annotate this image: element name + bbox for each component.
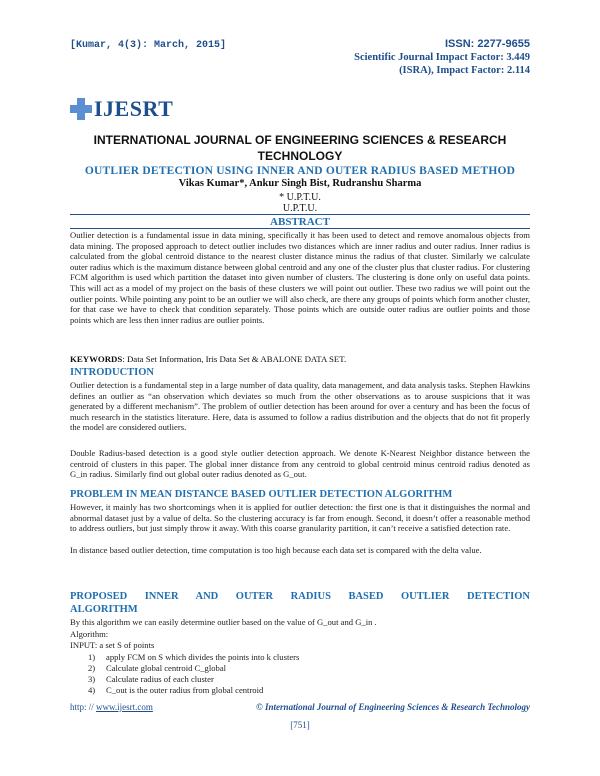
proposed-heading — [70, 591, 530, 602]
journal-name-line1: INTERNATIONAL JOURNAL OF ENGINEERING SCIENCES & RESEARCH — [93, 133, 507, 147]
step-text: Calculate radius of each cluster — [106, 674, 214, 684]
impact-factor-sjif: Scientific Journal Impact Factor: 3.449 — [354, 52, 530, 63]
affiliation-1: * U.P.T.U. — [279, 192, 321, 203]
introduction-para-1: Outlier detection is a fundamental step in a large number of data quality, data management, and data analysis tasks. Stephen Hawkins defines an outlier as “an observation which deviates so much from the other observations as to arouse suspicions that it was generated by a different mechanism”. The problem of outlier detection has been around for over a century and has been the focus of much research in the statistics literature. Here, data is assumed to follow a radius distribution and the objects that do not fit properly the model are considered outliers. — [70, 380, 530, 433]
plus-icon — [70, 98, 92, 120]
algorithm-step — [88, 663, 226, 674]
problem-heading: PROBLEM IN MEAN DISTANCE BASED OUTLIER DETECTION ALGORITHM — [70, 489, 453, 500]
problem-para-2: In distance based outlier detection, time computation is too high because each data set is compared with the delta value. — [70, 545, 482, 555]
introduction-para-2: Double Radius-based detection is a good style outlier detection approach. We denote K-Nearest Neighbor distance between the centroid of clusters in this paper. The global inner distance from any centroid to global centroid minus centroid radius denoted as G_in radius. Similarly find out global outer radius denoted as G_out. — [70, 448, 530, 480]
algorithm-step — [88, 652, 299, 663]
proposed-intro: By this algorithm we can easily determine outlier based on the value of G_out and G_in . — [70, 617, 377, 627]
step-number: 3) — [88, 674, 96, 684]
abstract-heading: ABSTRACT — [270, 216, 330, 228]
step-number: 4) — [88, 685, 96, 695]
footer-url — [70, 702, 153, 712]
algorithm-input: INPUT: a set S of points — [70, 640, 155, 650]
step-number: 2) — [88, 663, 96, 673]
page-number: [751] — [290, 720, 310, 730]
impact-factor-isra: (ISRA), Impact Factor: 2.114 — [399, 65, 530, 76]
affiliation-2: U.P.T.U. — [282, 203, 318, 214]
keywords-label: KEYWORDS — [70, 354, 123, 364]
issn: ISSN: 2277-9655 — [445, 38, 530, 50]
footer — [70, 702, 530, 712]
keywords — [70, 354, 530, 364]
proposed-heading-line2: ALGORITHM — [70, 604, 138, 615]
proposed-heading-line1: PROPOSED INNER AND OUTER RADIUS BASED OUTLIER DETECTION — [70, 591, 530, 602]
abstract-text: Outlier detection is a fundamental issue in data mining, specifically it has been used to detect and remove anomalous objects from data mining. The proposed approach to detect outlier includes two distances which are inner radius and outer radius. Inner radius is calculated from the global centroid distance to the nearest cluster distance minus the radius of that cluster. Similarly we calculate outer radius which is the maximum distance between global centroid and any one of the cluster plus that cluster radius. For clustering FCM algorithm is used which partition the dataset into given number of clusters. The clustering is done only on useful data points. This will act as a model of my project on the basis of these clusters we will point out outlier. These two radius we will point out the outlier points. While pointing any point to be an outlier we will also check, are there any groups of points which form another cluster, for that case we have to check that condition separately. Those points which are outside outer radius are outlier points and those points which are less then inner radius are outlier points. — [70, 230, 530, 325]
divider — [70, 214, 530, 215]
paper-authors: Vikas Kumar*, Ankur Singh Bist, Rudranshu Sharma — [178, 178, 422, 189]
algorithm-label: Algorithm: — [70, 629, 109, 639]
journal-name — [70, 132, 530, 164]
step-text: Calculate global centroid C_global — [106, 663, 227, 673]
step-text: C_out is the outer radius from global centroid — [106, 685, 264, 695]
introduction-heading: INTRODUCTION — [70, 367, 155, 378]
paper-title: OUTLIER DETECTION USING INNER AND OUTER RADIUS BASED METHOD — [84, 165, 516, 177]
url-prefix: http: // — [70, 702, 97, 712]
journal-metadata — [354, 38, 530, 77]
journal-website-link[interactable]: www.ijesrt.com — [96, 702, 153, 712]
keywords-text: : Data Set Information, Iris Data Set & ABALONE DATA SET. — [122, 354, 347, 364]
algorithm-step — [88, 674, 214, 685]
journal-name-line2: TECHNOLOGY — [257, 149, 343, 163]
step-text: apply FCM on S which divides the points into k clusters — [106, 652, 300, 662]
step-number: 1) — [88, 652, 96, 662]
divider — [70, 228, 530, 229]
algorithm-step — [88, 685, 263, 696]
logo-brand: IJESRT — [94, 96, 174, 121]
problem-para-1: However, it mainly has two shortcomings when it is applied for outlier detection: the first one is that it distinguishes the normal and abnormal dataset just by a value of delta. So the clustering accuracy is far from enough. Second, it doesn’t offer a reasonable method to address outliers, but just simply throw it away. With this coarse granularity partition, it can’t receive a satisfied detection rate. — [70, 502, 530, 534]
citation: [Kumar, 4(3): March, 2015] — [70, 40, 227, 51]
footer-copyright: © International Journal of Engineering Sciences & Research Technology — [256, 702, 530, 712]
journal-logo — [70, 96, 173, 122]
